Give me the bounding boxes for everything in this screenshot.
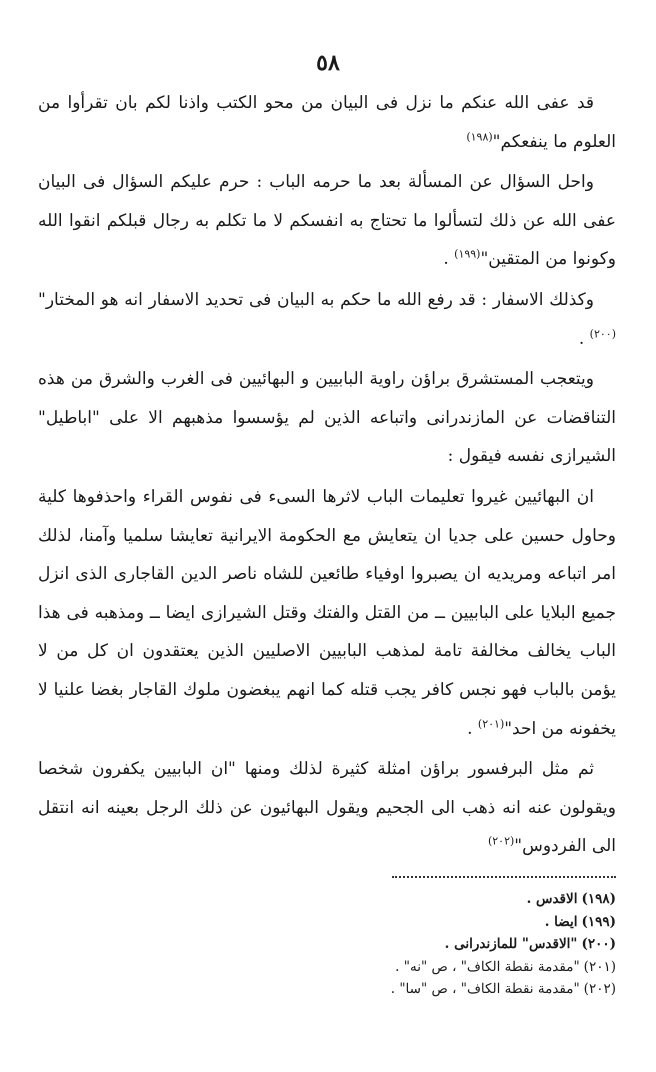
footnote-201 [40,956,616,979]
paragraph-tail: . [467,718,478,739]
footnote-number: (٢٠٢) [583,981,616,997]
paragraph-text: وكذلك الاسفار : قد رفع الله ما حكم به البيان فى تحديد الاسفار انه هو المختار" [38,289,594,310]
paragraph-1 [38,84,616,161]
paragraph-3 [38,281,616,358]
paragraph-6 [38,750,616,866]
footnote-number: (٢٠١) [583,958,616,975]
paragraph-text: واحل السؤال عن المسألة بعد ما حرمه الباب : حرم عليكم السؤال فى البيان عفى الله عن ذلك لتسألوا ما تحتاج به انفسكم لا ما تكلم به رجال قبلكم انقوا الله وكونوا من المتقين" [38,172,616,270]
footnote-text: "مقدمة نقطة الكاف" ، ص "نه" . [395,958,580,975]
paragraph-text: ثم مثل البرفسور براؤن امثلة كثيرة لذلك ومنها "ان البابيين يكفرون شخصا ويقولون عنه انه ذهب الى الجحيم ويقول البهائيون عن ذلك الرجل بعينه انه انتقل الى الفردوس" [38,759,616,857]
footnote-reference: (٢٠١) [477,716,505,730]
footnote-202 [40,978,616,1001]
footnote-text: "الاقدس" للمازندرانى . [444,936,578,952]
paragraph-text: ويتعجب المستشرق براؤن راوية البابيين و البهائيين فى الغرب والشرق من هذه التناقضات عن المازندرانى واتباعه الذين لم يؤسسوا مذهبهم الا على "اباطيل" الشيرازى نفسه فيقول : [38,369,616,467]
footnote-number: (٢٠٠) [581,936,616,952]
footnote-number: (١٩٨) [581,891,616,907]
footnote-reference: (٢٠٠) [589,326,616,340]
footnote-198 [40,888,616,911]
footnote-text: الاقدس . [526,891,578,907]
footnote-reference: (٢٠٢) [487,834,515,848]
footnote-text: ايضا . [544,913,578,930]
page-number: ٥٨ [316,50,340,76]
footnote-separator [392,876,616,878]
paragraph-4 [38,360,616,476]
footnote-reference: (١٩٩) [454,247,481,261]
paragraph-tail: . [443,249,455,270]
footnote-reference: (١٩٨) [466,129,493,143]
paragraph-text: قد عفى الله عنكم ما نزل فى البيان من محو الكتب واذنا لكم بان تقرأوا من العلوم ما ينفعكم" [38,93,616,152]
body-text [38,84,616,866]
footnotes [40,888,616,1001]
paragraph-2 [38,163,616,279]
footnote-text: "مقدمة نقطة الكاف" ، ص "سا" . [390,981,580,997]
paragraph-text: ان البهائيين غيروا تعليمات الباب لاثرها السىء فى نفوس القراء واحذفوها كلية وحاول حسين على جديا ان يتعايش مع الحكومة الايرانية تعايشا سلميا وآمنا، لذلك امر اتباعه ومريديه ان يصبروا اوفياء طائعين للشاه ناصر الدين القاجارى الذى انزل جميع البلايا على البابيين ــ من القتل والفتك وقتل الشيرازى ايضا ــ ومذهبه فى هذا الباب يخالف مخالفة تامة لمذهب البابيين الاصليين الذين يعتقدون ان كل من لا يؤمن بالباب فهو نجس كافر يجب قتله كما انهم يبغضون ملوك القاجار بغضا علنيا لا يخفونه من احد" [38,486,616,739]
paragraph-5 [38,478,616,748]
footnote-number: (١٩٩) [581,913,616,930]
paragraph-tail: . [578,328,590,349]
footnote-199 [40,911,616,934]
footnote-200 [40,933,616,956]
